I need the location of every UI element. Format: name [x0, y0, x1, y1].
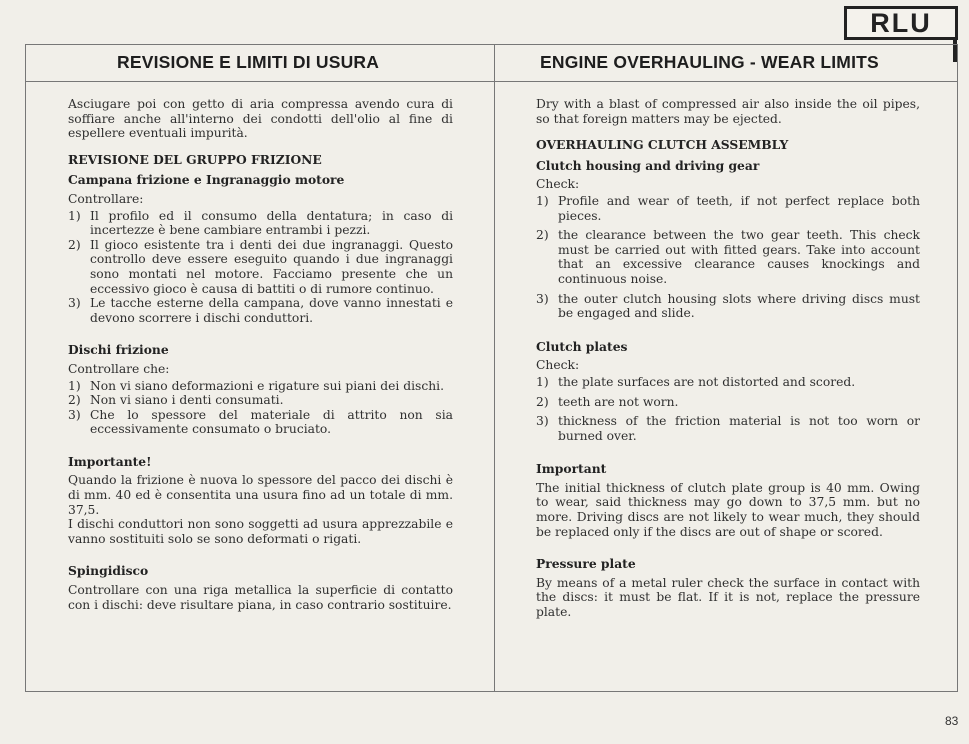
housing-check-list — [68, 209, 453, 326]
column-english — [536, 97, 920, 620]
header-divider — [25, 81, 958, 82]
column-divider — [494, 44, 495, 692]
intro-paragraph: Asciugare poi con getto di aria compressa avendo cura di soffiare anche all'interno dei condotti dell'olio al fine di espellere eventuali impurità. — [68, 97, 453, 141]
check-label: Check: — [536, 358, 580, 373]
section-title: OVERHAULING CLUTCH ASSEMBLY — [536, 137, 789, 153]
check-label: Controllare che: — [68, 361, 170, 376]
housing-check-list — [536, 194, 920, 321]
list-item: 1) Non vi siano deformazioni e rigature sui piani dei dischi. — [68, 378, 444, 393]
list-item: 3) Che lo spessore del materiale di attrito non sia eccessivamente consumato o bruciato. — [68, 407, 453, 437]
subsection-title-housing: Clutch housing and driving gear — [536, 157, 760, 173]
list-item: 2) the clearance between the two gear teeth. This check must be carried out with fitted gears. Take into account that an excessive clearance causes knockings and continuous noise. — [536, 228, 920, 286]
page-number: 83 — [945, 714, 959, 728]
check-label: Controllare: — [68, 191, 144, 206]
list-item: 3) the outer clutch housing slots where driving discs must be engaged and slide. — [536, 291, 920, 321]
subsection-title-important: Importante! — [68, 453, 152, 469]
header-italian: REVISIONE E LIMITI DI USURA — [117, 52, 380, 72]
list-item: 1) the plate surfaces are not distorted and scored. — [536, 374, 856, 389]
subsection-title-plates: Dischi frizione — [68, 342, 169, 358]
check-label: Check: — [536, 177, 580, 192]
section-badge: RLU — [844, 6, 958, 40]
list-item: 3) Le tacche esterne della campana, dove vanno innestati e devono scorrere i dischi conduttori. — [68, 296, 453, 325]
subsection-title-plates: Clutch plates — [536, 338, 628, 354]
important-paragraph-2: I dischi conduttori non sono soggetti ad usura apprezzabile e vanno sostituiti solo se sono deformati o rigati. — [68, 517, 453, 546]
list-item: 3) thickness of the friction material is not too worn or burned over. — [536, 414, 920, 443]
list-item: 2) teeth are not worn. — [536, 394, 679, 409]
pressure-paragraph: By means of a metal ruler check the surface in contact with the discs: it must be flat. If it is not, replace the pressure plate. — [536, 575, 920, 620]
section-title: REVISIONE DEL GRUPPO FRIZIONE — [68, 151, 322, 167]
list-item: 1) Il profilo ed il consumo della dentatura; in caso di incertezze è bene cambiare entrambi i pezzi. — [68, 208, 453, 238]
subsection-title-housing: Campana frizione e Ingranaggio motore — [68, 172, 345, 188]
list-item: 2) Non vi siano i denti consumati. — [68, 393, 284, 408]
intro-paragraph: Dry with a blast of compressed air also inside the oil pipes, so that foreign matters may be ejected. — [536, 97, 920, 126]
subsection-title-pressure: Pressure plate — [536, 556, 636, 572]
plates-check-list — [68, 379, 453, 437]
important-paragraph: The initial thickness of clutch plate group is 40 mm. Owing to wear, said thickness may go down to 37,5 mm. but no more. Driving discs are not likely to wear much, they should be replaced only if the discs are out of shape or scored. — [536, 480, 920, 539]
list-item: 2) Il gioco esistente tra i denti dei due ingranaggi. Questo controllo deve essere eseguito quando i due ingranaggi sono montati nel motore. Facciamo presente che un eccessivo gioco è causa di battiti o di rumore continuo. — [68, 237, 453, 296]
list-item: 1) Profile and wear of teeth, if not perfect replace both pieces. — [536, 193, 920, 223]
pressure-paragraph: Controllare con una riga metallica la superficie di contatto con i dischi: deve risultare piana, in caso contrario sostituire. — [68, 583, 453, 612]
important-paragraph: Quando la frizione è nuova lo spessore del pacco dei dischi è di mm. 40 ed è consentita una usura fino ad un totale di mm. 37,5. — [68, 473, 453, 517]
subsection-title-important: Important — [536, 461, 607, 477]
column-italian — [68, 97, 453, 612]
header-english: ENGINE OVERHAULING - WEAR LIMITS — [540, 52, 879, 72]
plates-check-list — [536, 375, 920, 443]
subsection-title-pressure: Spingidisco — [68, 563, 149, 579]
